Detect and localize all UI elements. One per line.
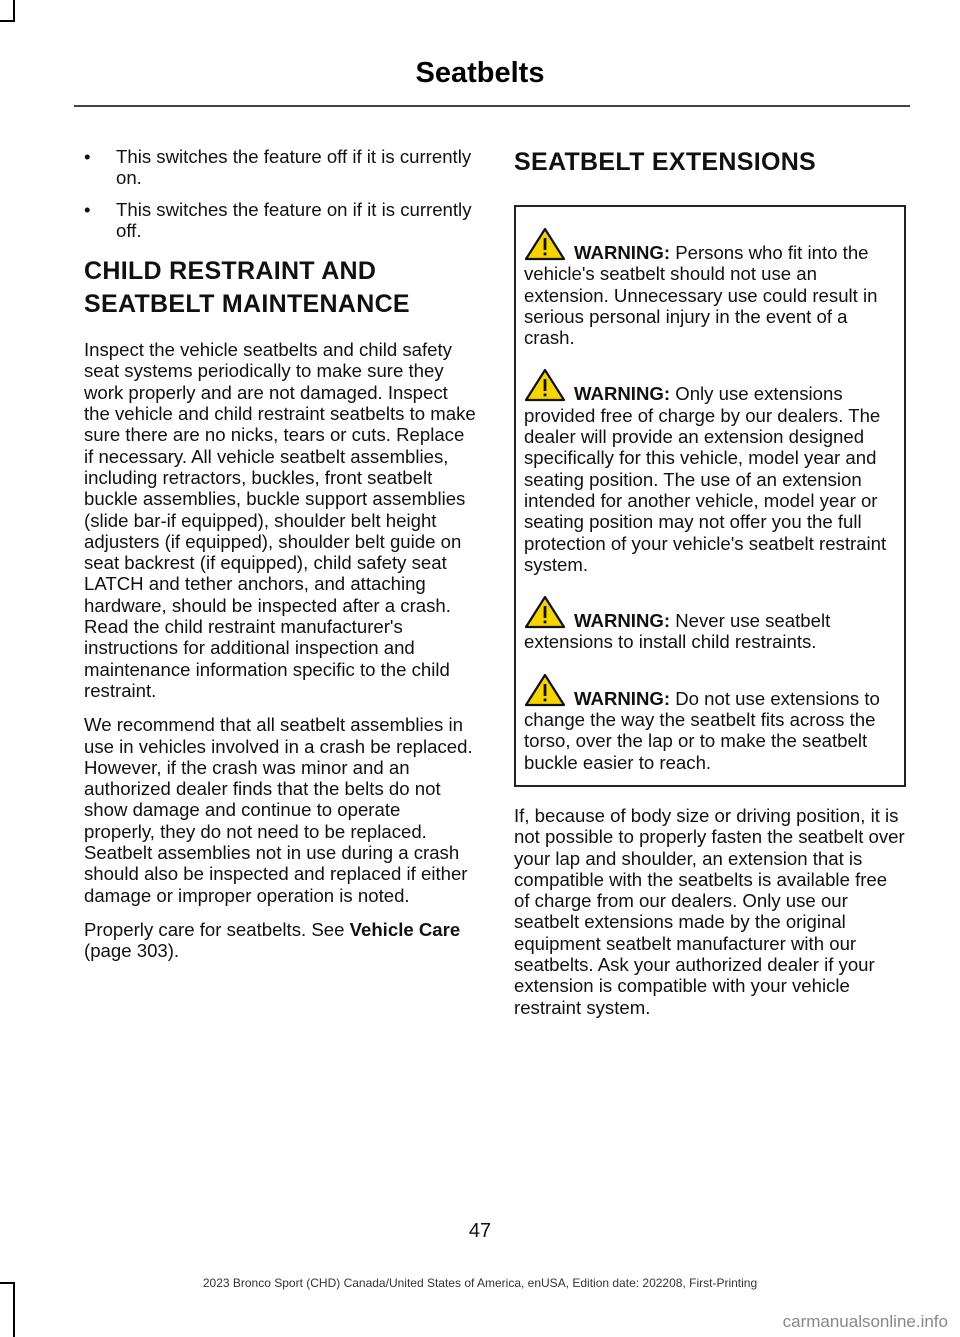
title-divider [74,105,910,107]
warning-text: Do not use extensions to change the way the seatbelt fits across the torso, over the lap or to make the seatbelt buckle easier to reach. [524,687,880,773]
warning-text: Only use extensions provided free of charge by our dealers. The dealer will provide an extension designed specifically for this vehicle, model year and seating position. The use of an extension intended for another vehicle, model year or seating position may not offer you the full protection of your vehicle's seatbelt restraint system. [524,383,887,575]
section-heading-maintenance: CHILD RESTRAINT AND SEATBELT MAINTENANCE [84,257,410,319]
section-heading-extensions: SEATBELT EXTENSIONS [514,148,817,176]
warning-triangle-icon [524,673,570,707]
page-number: 47 [468,1220,492,1242]
left-column [84,146,476,975]
warning-item [524,673,896,773]
warning-label: WARNING: [574,687,671,709]
right-column [514,146,906,1031]
footer-edition: 2023 Bronco Sport (CHD) Canada/United States of America, enUSA, Edition date: 202208, First-Printing [202,1276,758,1290]
warning-triangle-icon [524,595,570,629]
warning-label: WARNING: [574,610,671,632]
paragraph: Inspect the vehicle seatbelts and child safety seat systems periodically to make sure they work properly and are not damaged. Inspect the vehicle and child restraint seatbelts to make sure there are no nicks, tears or cuts. Replace if necessary. All vehicle seatbelt assemblies, including retractors, buckles, front seatbelt buckle assemblies, buckle support assemblies (slide bar-if equipped), shoulder belt height adjusters (if equipped), shoulder belt guide on seat backrest (if equipped), child safety seat LATCH and tether anchors, and attaching hardware, should be inspected after a crash. Read the child restraint manufacturer's instructions for additional inspection and maintenance information specific to the child restraint. [84,339,476,701]
care-reference [84,919,476,962]
warning-text: Never use seatbelt extensions to install child restraints. [524,610,831,653]
care-prefix: Properly care for seatbelts. See [84,918,350,940]
warning-item [524,595,896,653]
care-suffix: (page 303). [84,940,180,962]
paragraph: We recommend that all seatbelt assemblies in use in vehicles involved in a crash be replaced. However, if the crash was minor and an authorized dealer finds that the belts do not show damage and continue to operate properly, they do not need to be replaced. Seatbelt assemblies not in use during a crash should also be inspected and replaced if either damage or improper operation is noted. [84,714,473,906]
paragraph: If, because of body size or driving position, it is not possible to properly fasten the seatbelt over your lap and shoulder, an extension that is compatible with the seatbelts is available free of charge from our dealers. Only use our seatbelt extensions made by the original equipment seatbelt manufacturer with our seatbelts. Ask your authorized dealer if your extension is compatible with your vehicle restraint system. [514,804,905,1018]
warning-label: WARNING: [574,383,671,405]
bullet-item: • This switches the feature off if it is currently on. [84,146,476,189]
warning-item [524,227,896,348]
page-title: Seatbelts [415,57,545,89]
vehicle-care-link[interactable]: Vehicle Care [349,918,461,940]
bullet-item: • This switches the feature on if it is currently off. [84,199,476,242]
bullet-list [84,146,476,241]
crop-mark-top-left-v [13,0,15,22]
warning-box [514,205,906,787]
warning-triangle-icon [524,368,570,402]
warning-label: WARNING: [574,242,671,263]
warning-text: Persons who fit into the vehicle's seatbelt should not use an extension. Unnecessary use could result in serious personal injury in the event of a crash. [524,242,878,349]
crop-mark-bottom-left-v [13,1282,15,1337]
watermark: carmanualsonline.info [782,1312,948,1331]
crop-mark-top-left-h [0,20,15,22]
warning-item [524,368,896,575]
warning-triangle-icon [524,227,570,261]
